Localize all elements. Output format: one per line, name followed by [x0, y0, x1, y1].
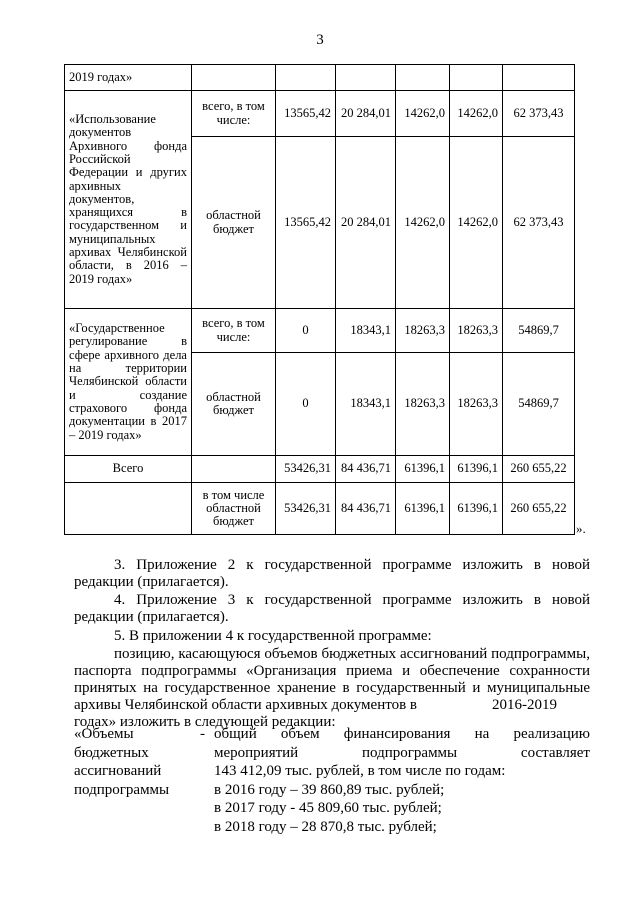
passport-value-line: в 2018 году – 28 870,8 тыс. рублей; [214, 818, 437, 835]
paragraph-line: 3. Приложение 2 к государственной программе изложить в новой [114, 557, 590, 573]
program-name-cell: 2019 годах» [65, 65, 192, 91]
value-2016-cell: 13565,42 [276, 137, 336, 309]
source-cell: областной бюджет [192, 137, 276, 309]
paragraph-line: редакции (прилагается). [74, 574, 229, 590]
value-2017-cell: 84 436,71 [336, 456, 396, 483]
paragraph-3 [74, 557, 590, 591]
paragraph-line: принятых на государственное хранение в государственный и муниципальные [74, 680, 590, 696]
value-2016-cell: 13565,42 [276, 91, 336, 137]
value-2018-cell: 61396,1 [396, 483, 450, 535]
passport-label-line: бюджетных [74, 744, 149, 761]
value-2019-cell: 14262,0 [450, 137, 503, 309]
passport-value-line: в 2016 году – 39 860,89 тыс. рублей; [214, 781, 445, 798]
value-2018-cell: 61396,1 [396, 456, 450, 483]
value-2019-cell: 61396,1 [450, 483, 503, 535]
source-cell: всего, в том числе: [192, 309, 276, 353]
value-2016-cell: 0 [276, 309, 336, 353]
paragraph-5 [74, 628, 590, 645]
financing-table [64, 64, 575, 535]
passport-position [74, 725, 590, 836]
value-2016-cell: 53426,31 [276, 456, 336, 483]
value-total-cell: 54869,7 [503, 353, 575, 456]
source-cell: областной бюджет [192, 353, 276, 456]
value-2019-cell: 18263,3 [450, 353, 503, 456]
value-2019-cell: 14262,0 [450, 91, 503, 137]
passport-value-line: в 2017 году - 45 809,60 тыс. рублей; [214, 800, 442, 816]
paragraph-6 [74, 646, 590, 731]
value-2018-cell: 14262,0 [396, 91, 450, 137]
paragraph-line: 5. В приложении 4 к государственной программе: [114, 628, 432, 644]
value-2017-cell: 18343,1 [336, 309, 396, 353]
value-total-cell: 62 373,43 [503, 137, 575, 309]
value-2017-cell: 20 284,01 [336, 137, 396, 309]
value-total-cell: 260 655,22 [503, 456, 575, 483]
value-2017-cell: 84 436,71 [336, 483, 396, 535]
source-cell: всего, в том числе: [192, 91, 276, 137]
table-row [65, 309, 575, 353]
closing-quote: ». [576, 521, 586, 536]
paragraph-line: годах» изложить в следующей редакции: [74, 714, 336, 730]
value-2017-cell: 18343,1 [336, 353, 396, 456]
table-row [65, 456, 575, 483]
passport-label-line: подпрограммы [74, 781, 170, 798]
paragraph-line: паспорта подпрограммы «Организация приема и обеспечение сохранности [74, 663, 590, 679]
value-2017-cell: 20 284,01 [336, 91, 396, 137]
paragraph-line: редакции (прилагается). [74, 609, 229, 625]
program-name-cell: «Государственное регулирование в сфере архивного дела на территории Челябинской области и создание страхового фонда документации в 2017 – 2019 годах» [65, 309, 192, 456]
passport-label-line: «Объемы [74, 726, 134, 742]
value-total-cell: 62 373,43 [503, 91, 575, 137]
value-2018-cell: 18263,3 [396, 309, 450, 353]
paragraph-4 [74, 592, 590, 626]
paragraph-line: 4. Приложение 3 к государственной программе изложить в новой [114, 592, 590, 608]
value-2018-cell: 18263,3 [396, 353, 450, 456]
table-row [65, 483, 575, 535]
passport-value-line: 143 412,09 тыс. рублей, в том числе по годам: [214, 763, 506, 779]
source-cell: в том числе областной бюджет [192, 483, 276, 535]
value-total-cell: 54869,7 [503, 309, 575, 353]
value-2016-cell: 53426,31 [276, 483, 336, 535]
value-2016-cell: 0 [276, 353, 336, 456]
passport-dash: - [200, 726, 205, 742]
value-2018-cell: 14262,0 [396, 137, 450, 309]
total-label-cell: Всего [65, 456, 192, 483]
value-total-cell: 260 655,22 [503, 483, 575, 535]
passport-label-line: ассигнований [74, 763, 162, 779]
value-2019-cell: 61396,1 [450, 456, 503, 483]
paragraph-line: позицию, касающуюся объемов бюджетных ассигнований подпрограммы, [114, 646, 590, 662]
value-2019-cell: 18263,3 [450, 309, 503, 353]
passport-value-line: общий объем финансирования на реализацию [214, 726, 590, 742]
paragraph-line: архивы Челябинской области архивных документов в 2016-2019 [74, 697, 558, 713]
program-name-cell: «Использование документов Архивного фонда Российской Федерации и других архивных документов, хранящихся в государственном и муниципальных архивах Челябинской области, в 2016 – 2019 годах» [65, 91, 192, 309]
passport-value-line: мероприятий подпрограммы составляет [214, 744, 590, 761]
table-row [65, 91, 575, 137]
table-row [65, 65, 575, 91]
page-number: 3 [316, 32, 324, 48]
